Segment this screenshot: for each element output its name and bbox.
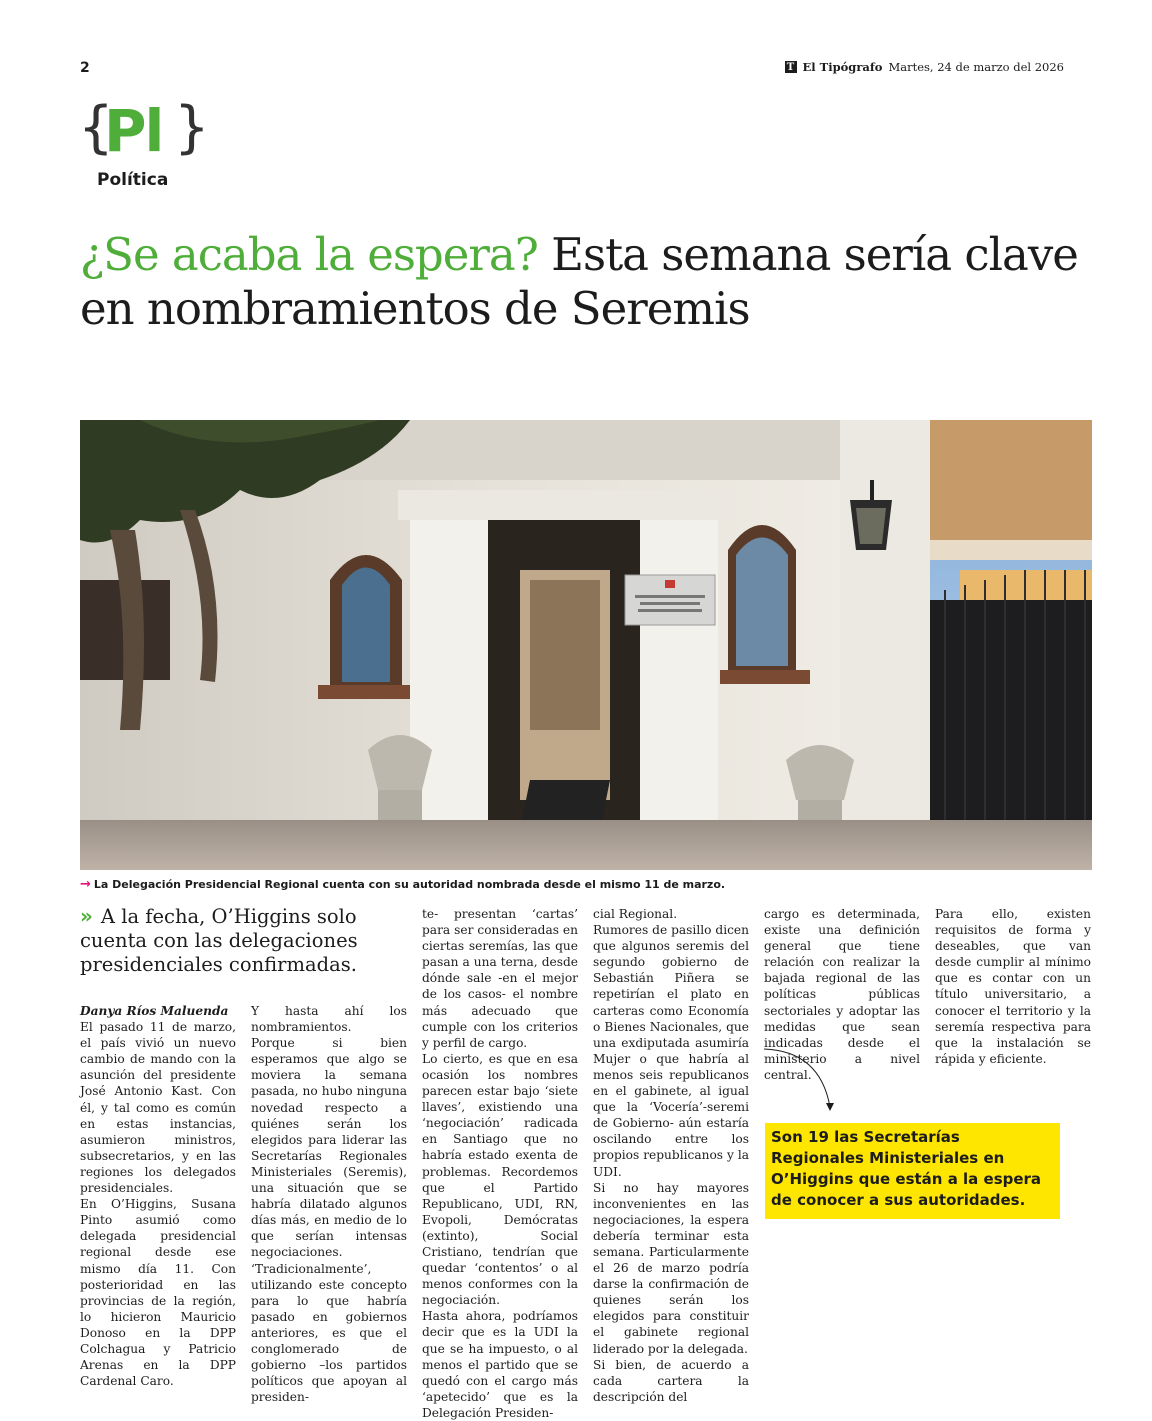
section-name: Política xyxy=(97,170,169,190)
article-column-3 xyxy=(422,906,578,1421)
paragraph: Para ello, existen requisitos de forma y deseables, que van desde cumplir al mínimo que es contar con un título universitario, a conocer el territorio y la seremía respectiva para que la instalación se rápida y eficiente. xyxy=(935,907,1091,1066)
paragraph: te- presentan ‘cartas’ para ser consideradas en ciertas seremías, las que pasan a una terna, desde dónde sale -en el mejor de los casos- el nombre más adecuado que cumple con los criterios y perfil de cargo. xyxy=(422,907,578,1050)
photo-caption xyxy=(80,877,725,892)
issue-date: Martes, 24 de marzo del 2026 xyxy=(888,60,1064,74)
paragraph: cial Regional. xyxy=(593,907,678,921)
paragraph: En O’Higgins, Susana Pinto asumió como delegada presidencial regional desde ese mismo día 11. Con posterioridad en las provincias de la región, lo hicieron Mauricio Donoso en la DPP Colchagua y Patricio Arenas en la DPP Cardenal Caro. xyxy=(80,1197,236,1389)
paragraph: Porque si bien esperamos que algo se moviera la semana pasada, no hubo ninguna novedad respecto a quiénes serán los elegidos para liderar las Secretarías Regionales Ministeriales (Seremis), una situación que se habría dilatado algunos días más, en medio de lo que serían intensas negociaciones. xyxy=(251,1036,407,1260)
caption-arrow-icon: → xyxy=(80,877,91,892)
paragraph: El pasado 11 de marzo, el país vivió un nuevo cambio de mando con la asunción del presidente José Antonio Kast. Con él, y tal como es común en estas instancias, asumieron ministros, subsecretarios, y en las regiones los delegados presidenciales. xyxy=(80,1020,236,1196)
paragraph: Lo cierto, es que en esa ocasión los nombres parecen estar bajo ‘siete llaves’, existiendo una ‘negociación’ radicada en Santiago que no habría estado exenta de problemas. Recordemos que el Partido Republicano, UDI, RN, Evopoli, Demócratas (extinto), Social Cristiano, tendrían que quedar ‘contentos’ o al menos conformes con la negociación. xyxy=(422,1051,578,1308)
pullquote xyxy=(80,904,400,977)
paragraph: Rumores de pasillo dicen que algunos seremis del segundo gobierno de Sebastián Piñera se repetirían el plato en carteras como Economía o Bienes Nacionales, que una exdiputada asumiría Mujer o que habría al menos seis republicanos en el gabinete, al igual que la ‘Vocería’-seremi de Gobierno- aún estaría oscilando entre los propios republicanos y la UDI. xyxy=(593,923,749,1179)
headline-kicker: ¿Se acaba la espera? xyxy=(80,228,538,281)
brace-left-icon: { xyxy=(78,95,114,160)
article-column-4 xyxy=(593,906,749,1405)
masthead xyxy=(785,60,1065,74)
article-column-2 xyxy=(251,1003,407,1405)
paragraph: Si bien, de acuerdo a cada cartera la descripción del xyxy=(593,1357,749,1404)
section-code: Pl xyxy=(104,97,163,165)
paragraph: Si no hay mayores inconvenientes en las negociaciones, la espera debería terminar esta semana. Particularmente el 26 de marzo podría darse la confirmación de quienes serán los elegidos para constituir el gabinete regional liderado por la delegada. xyxy=(593,1180,749,1356)
article-photo xyxy=(80,420,1092,870)
paragraph: cargo es determinada, existe una definición general que tiene relación con realizar la bajada regional de las políticas públicas sectoriales y adoptar las medidas que sean indicadas desde el ministerio a nivel central. xyxy=(764,907,920,1082)
publication-logo-icon: T xyxy=(785,61,797,73)
brace-right-icon: } xyxy=(174,95,210,160)
publication-name: El Tipógrafo xyxy=(802,60,883,74)
headline-title: Esta semana sería clave en nombramientos de Seremis xyxy=(80,228,1078,335)
pullquote-mark-icon: » xyxy=(80,904,93,928)
article-column-1 xyxy=(80,1003,236,1389)
paragraph: Y hasta ahí los nombramientos. xyxy=(251,1004,407,1035)
paragraph: ‘Tradicionalmente’, utilizando este concepto para lo que habría pasado en gobiernos anteriores, es que el conglomerado de gobierno –los partidos políticos que apoyan al presiden- xyxy=(251,1261,407,1405)
highlight-box: Son 19 las Secretarías Regionales Ministeriales en O’Higgins que están a la espera de conocer a sus autoridades. xyxy=(765,1123,1060,1219)
article-author: Danya Ríos Maluenda xyxy=(80,1004,229,1018)
caption-text: La Delegación Presidencial Regional cuenta con su autoridad nombrada desde el mismo 11 de marzo. xyxy=(93,878,726,891)
headline xyxy=(80,228,1080,336)
article-column-6 xyxy=(935,906,1091,1067)
page-number: 2 xyxy=(80,60,90,76)
curved-arrow-icon xyxy=(760,1045,850,1117)
pullquote-text: A la fecha, O’Higgins solo cuenta con las delegaciones presidenciales confirmadas. xyxy=(80,905,358,976)
paragraph: Hasta ahora, podríamos decir que es la UDI la que se ha impuesto, o al menos el partido que se quedó con el cargo más ‘apetecido’ que es la Delegación Presiden- xyxy=(422,1309,578,1420)
